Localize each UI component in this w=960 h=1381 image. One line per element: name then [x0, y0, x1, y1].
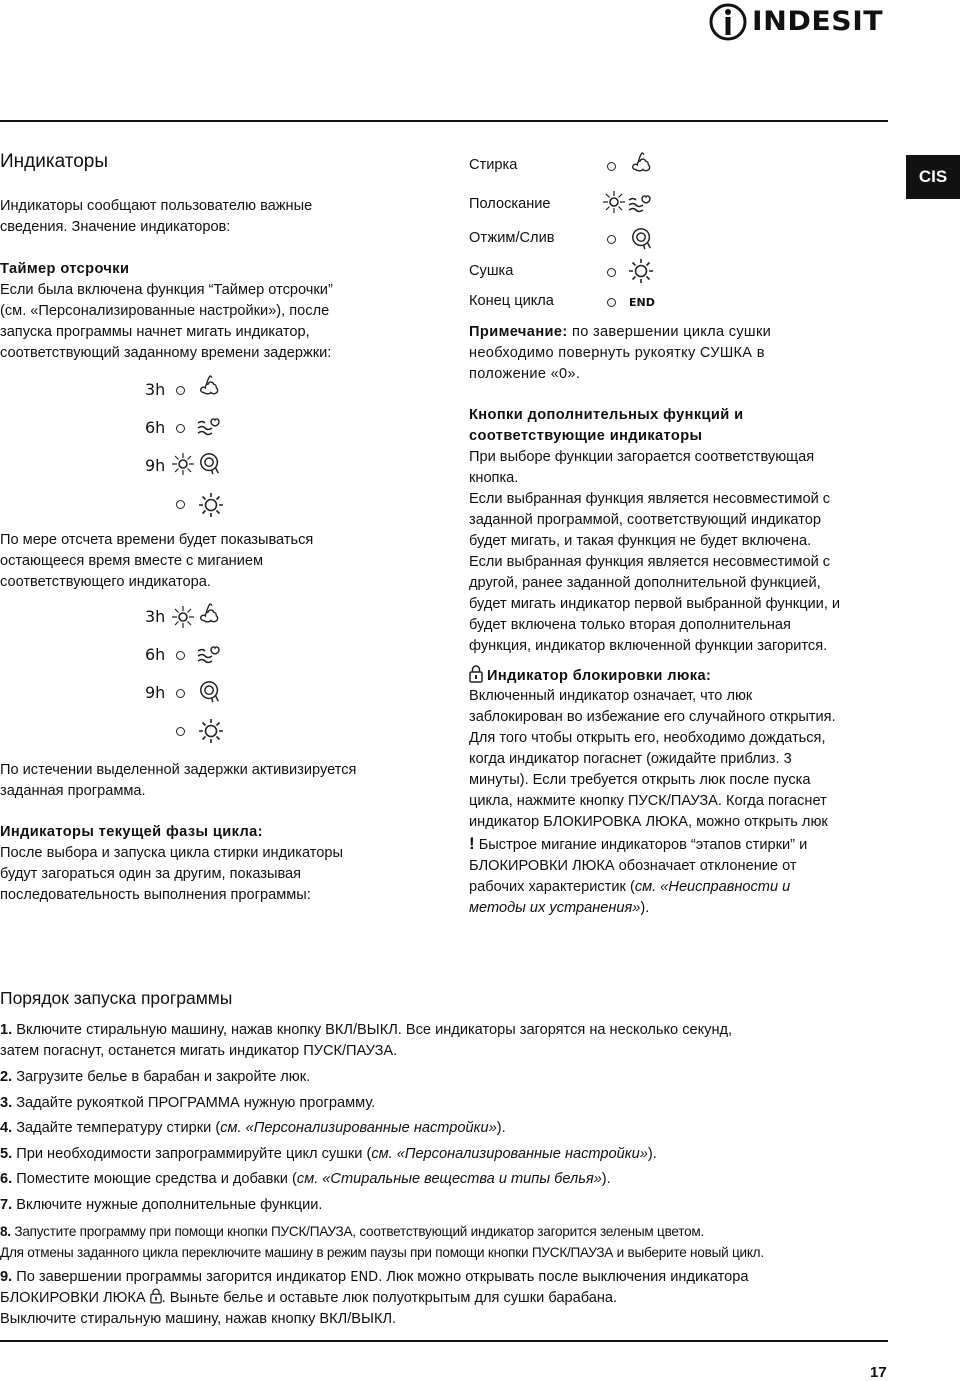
section-title-indicators: Индикаторы — [0, 151, 109, 172]
timer-6h-label: 6h — [145, 418, 166, 437]
end-indicator-label: END — [350, 1270, 379, 1285]
timer-9h-label: 9h — [145, 683, 166, 702]
phase-spin-label: Отжим/Слив — [469, 230, 555, 246]
phase-dry-label: Сушка — [469, 263, 514, 279]
blinking-led-icon — [171, 605, 195, 629]
step-8: 8. Запустите программу при помощи кнопки ПУСК/ПАУЗА, соответствующий индикатор загорится зеленым цветом. Для отмены заданного цикла переключите машину в режим паузы при помощи кнопки ПУСК/ПАУЗА и выберите новый цикл. — [0, 1224, 764, 1260]
timer-3h-label: 3h — [145, 607, 166, 626]
dry-icon — [198, 718, 224, 744]
top-divider — [0, 120, 888, 122]
led-dot — [176, 500, 185, 509]
timer-text: Если была включена функция “Таймер отсрочки” (см. «Персонализированные настройки»), после запуска программы начнет мигать индикатор, соответствующий заданному времени задержки: — [0, 282, 333, 361]
step-2: 2. Загрузите белье в барабан и закройте люк. — [0, 1069, 311, 1085]
lock-icon — [469, 665, 483, 683]
wash-icon — [630, 151, 652, 175]
led-dot — [607, 235, 616, 244]
led-dot — [607, 268, 616, 277]
phase-wash-label: Стирка — [469, 157, 518, 173]
language-tab: CIS — [906, 155, 960, 199]
step-5: 5. При необходимости запрограммируйте цикл сушки (см. «Персонализированные настройки»). — [0, 1146, 657, 1162]
phase-text: После выбора и запуска цикла стирки индикаторы будут загораться один за другим, показывая последовательность выполнения программы: — [0, 845, 344, 903]
lock-icon — [150, 1288, 162, 1304]
timer-heading: Таймер отсрочки — [0, 261, 130, 277]
spin-icon — [198, 452, 222, 476]
led-dot — [176, 727, 185, 736]
bottom-divider — [0, 1340, 888, 1342]
section-title-start: Порядок запуска программы — [0, 988, 233, 1008]
rinse-icon — [196, 416, 222, 438]
step-9: 9. По завершении программы загорится индикатор END. Люк можно открывать после выключения индикатора БЛОКИРОВКИ ЛЮКА . Выньте белье и оставьте люк полуоткрытым для сушки барабана. Выключите стиральную машину, нажав кнопку ВКЛ/ВЫКЛ. — [0, 1269, 749, 1327]
lock-text: Включенный индикатор означает, что люк заблокирован во избежание его случайного открытия. Для того чтобы открыть его, необходимо дождаться, когда индикатор погаснет (ожидайте приблиз. 3 минуты). Если требуется открыть люк после пуска цикла, нажмите кнопку ПУСК/ПАУЗА. Когда погаснет индикатор БЛОКИРОВКА ЛЮКА, можно открыть люк ! Быстрое мигание индикаторов “этапов стирки” и БЛОКИРОВКИ ЛЮКА обозначает отклонение от рабочих характеристик (см. «Неисправности и методы их устранения»). — [469, 688, 836, 916]
phase-rinse-label: Полоскание — [469, 196, 551, 212]
countdown-text: По мере отсчета времени будет показываться остающееся время вместе с миганием соответствующего индикатора. — [0, 532, 314, 590]
intro-text: Индикаторы сообщают пользователю важные сведения. Значение индикаторов: — [0, 198, 313, 235]
options-text: При выборе функции загорается соответствующая кнопка. Если выбранная функция является несовместимой с заданной программой, соответствующий индикатор будет мигать, и такая функция не будет включена. Если выбранная функция является несовместимой с другой, ранее заданной дополнительной функцией, будет мигать индикатор первой выбранной функции, и будет включена только вторая дополнительная функция, индикатор включенной функции загорится. — [469, 449, 841, 654]
led-dot — [176, 689, 185, 698]
page-number: 17 — [870, 1364, 887, 1381]
led-dot — [607, 162, 616, 171]
options-heading: Кнопки дополнительных функций и соответствующие индикаторы — [469, 407, 744, 444]
brand-name: INDESIT — [752, 6, 884, 37]
phase-end-label: Конец цикла — [469, 293, 554, 309]
after-delay-text: По истечении выделенной задержки активизируется заданная программа. — [0, 762, 357, 799]
step-7: 7. Включите нужные дополнительные функции. — [0, 1197, 323, 1213]
timer-9h-label: 9h — [145, 456, 166, 475]
warning-icon: ! — [469, 834, 475, 853]
indesit-mark-icon — [708, 2, 752, 42]
timer-6h-label: 6h — [145, 645, 166, 664]
brand-logo — [708, 2, 888, 42]
blinking-led-icon — [171, 452, 195, 476]
step-1: 1. Включите стиральную машину, нажав кнопку ВКЛ/ВЫКЛ. Все индикаторы загорятся на несколько секунд, затем погаснут, останется мигать индикатор ПУСК/ПАУЗА. — [0, 1022, 733, 1059]
phase-heading: Индикаторы текущей фазы цикла: — [0, 824, 263, 840]
step-6: 6. Поместите моющие средства и добавки (см. «Стиральные вещества и типы белья»). — [0, 1171, 611, 1187]
wash-icon — [198, 602, 220, 626]
timer-3h-label: 3h — [145, 380, 166, 399]
note-text: Примечание: по завершении цикла сушки необходимо повернуть рукоятку СУШКА в положение «0». — [469, 324, 772, 382]
led-dot — [176, 651, 185, 660]
step-4: 4. Задайте температуру стирки (см. «Персонализированные настройки»). — [0, 1120, 506, 1136]
spin-icon — [630, 227, 654, 251]
rinse-icon — [627, 193, 653, 215]
led-dot — [176, 424, 185, 433]
spin-icon — [198, 680, 222, 704]
blinking-led-icon — [602, 190, 626, 214]
rinse-icon — [196, 644, 222, 666]
dry-icon — [198, 492, 224, 518]
lock-heading: Индикатор блокировки люка: — [469, 665, 889, 687]
led-dot — [176, 386, 185, 395]
dry-icon — [628, 258, 654, 284]
end-indicator-label: END — [629, 296, 655, 309]
led-dot — [607, 298, 616, 307]
note-label: Примечание: — [469, 324, 568, 340]
wash-icon — [198, 374, 220, 398]
step-3: 3. Задайте рукояткой ПРОГРАММА нужную программу. — [0, 1095, 376, 1111]
